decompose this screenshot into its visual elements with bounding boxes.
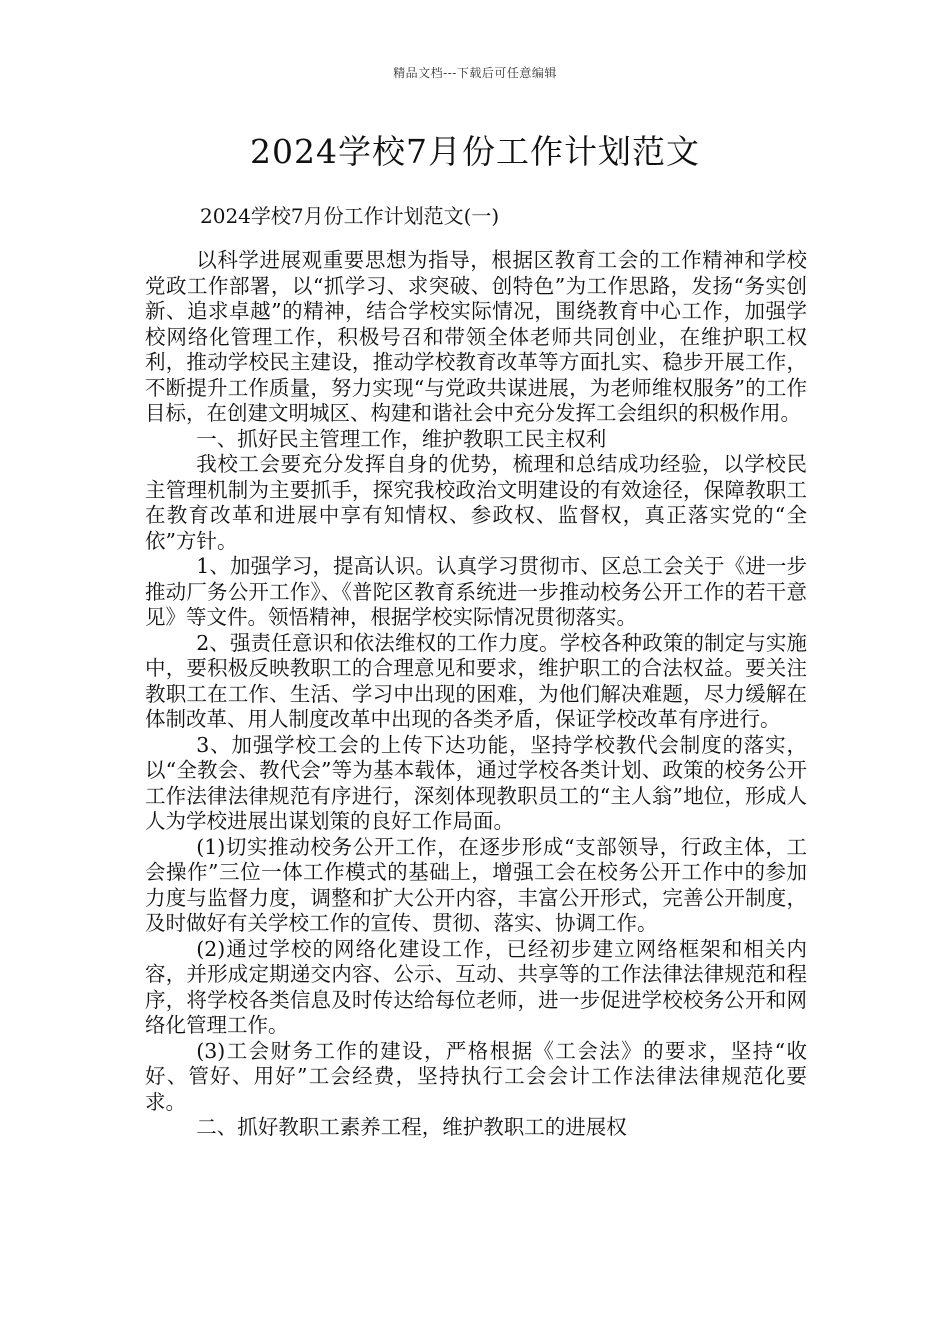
document-subtitle: 2024学校7月份工作计划范文(一) <box>200 204 500 228</box>
paragraph-item-3: 3、加强学校工会的上传下达功能，坚持学校教代会制度的落实，以“全教会、教代会”等为基本载体，通过学校各类计划、政策的校务公开工作法律法律规范有序进行，深刻体现教职员工的“主人翁”地位，形成人人为学校进展出谋划策的良好工作局面。 <box>145 732 807 833</box>
section-heading-2: 二、抓好教职工素养工程，维护教职工的进展权 <box>196 1115 627 1139</box>
paragraph-item-1: 1、加强学习，提高认识。认真学习贯彻市、区总工会关于《进一步推动厂务公开工作》、《普陀区教育系统进一步推动校务公开工作的若干意见》等文件。领悟精神，根据学校实际情况贯彻落实。 <box>145 554 807 629</box>
section-heading-1: 一、抓好民主管理工作，维护教职工民主权利 <box>196 426 607 451</box>
paragraph-subitem-2: (2)通过学校的网络化建设工作，已经初步建立网络框架和相关内容，并形成定期递交内容、公示、互动、共享等的工作法律法律规范和程序，将学校各类信息及时传达给每位老师，进一步促进学校校务公开和网络化管理工作。 <box>145 936 807 1037</box>
paragraph-subitem-1: (1)切实推动校务公开工作，在逐步形成“支部领导，行政主体，工会操作”三位一体工作模式的基础上，增强工会在校务公开工作中的参加力度与监督力度，调整和扩大公开内容，丰富公开形式，完善公开制度，及时做好有关学校工作的宣传、贯彻、落实、协调工作。 <box>145 834 807 935</box>
document-title: 2024学校7月份工作计划范文 <box>250 132 700 171</box>
header-note: 精品文档---下载后可任意编辑 <box>393 66 557 80</box>
paragraph-intro: 以科学进展观重要思想为指导，根据区教育工会的工作精神和学校党政工作部署，以“抓学习、求突破、创特色”为工作思路，发扬“务实创新、追求卓越”的精神，结合学校实际情况，围绕教育中心工作，加强学校网络化管理工作，积极号召和带领全体老师共同创业，在维护职工权利，推动学校民主建设，推动学校教育改革等方面扎实、稳步开展工作，不断提升工作质量，努力实现“与党政共谋进展，为老师维权服务”的工作目标，在创建文明城区、构建和谐社会中充分发挥工会组织的积极作用。 <box>145 248 807 425</box>
paragraph-section-1: 我校工会要充分发挥自身的优势，梳理和总结成功经验，以学校民主管理机制为主要抓手，探究我校政治文明建设的有效途径，保障教职工在教育改革和进展中享有知情权、参政权、监督权，真正落实党的“全依”方针。 <box>145 452 807 553</box>
paragraph-subitem-3: (3)工会财务工作的建设，严格根据《工会法》的要求，坚持“收好、管好、用好”工会经费，坚持执行工会会计工作法律法律规范化要求。 <box>145 1038 807 1114</box>
document-body <box>145 248 807 1141</box>
paragraph-item-2: 2、强责任意识和依法维权的工作力度。学校各种政策的制定与实施中，要积极反映教职工的合理意见和要求，维护职工的合法权益。要关注教职工在工作、生活、学习中出现的困难，为他们解决难题，尽力缓解在体制改革、用人制度改革中出现的各类矛盾，保证学校改革有序进行。 <box>145 630 807 731</box>
